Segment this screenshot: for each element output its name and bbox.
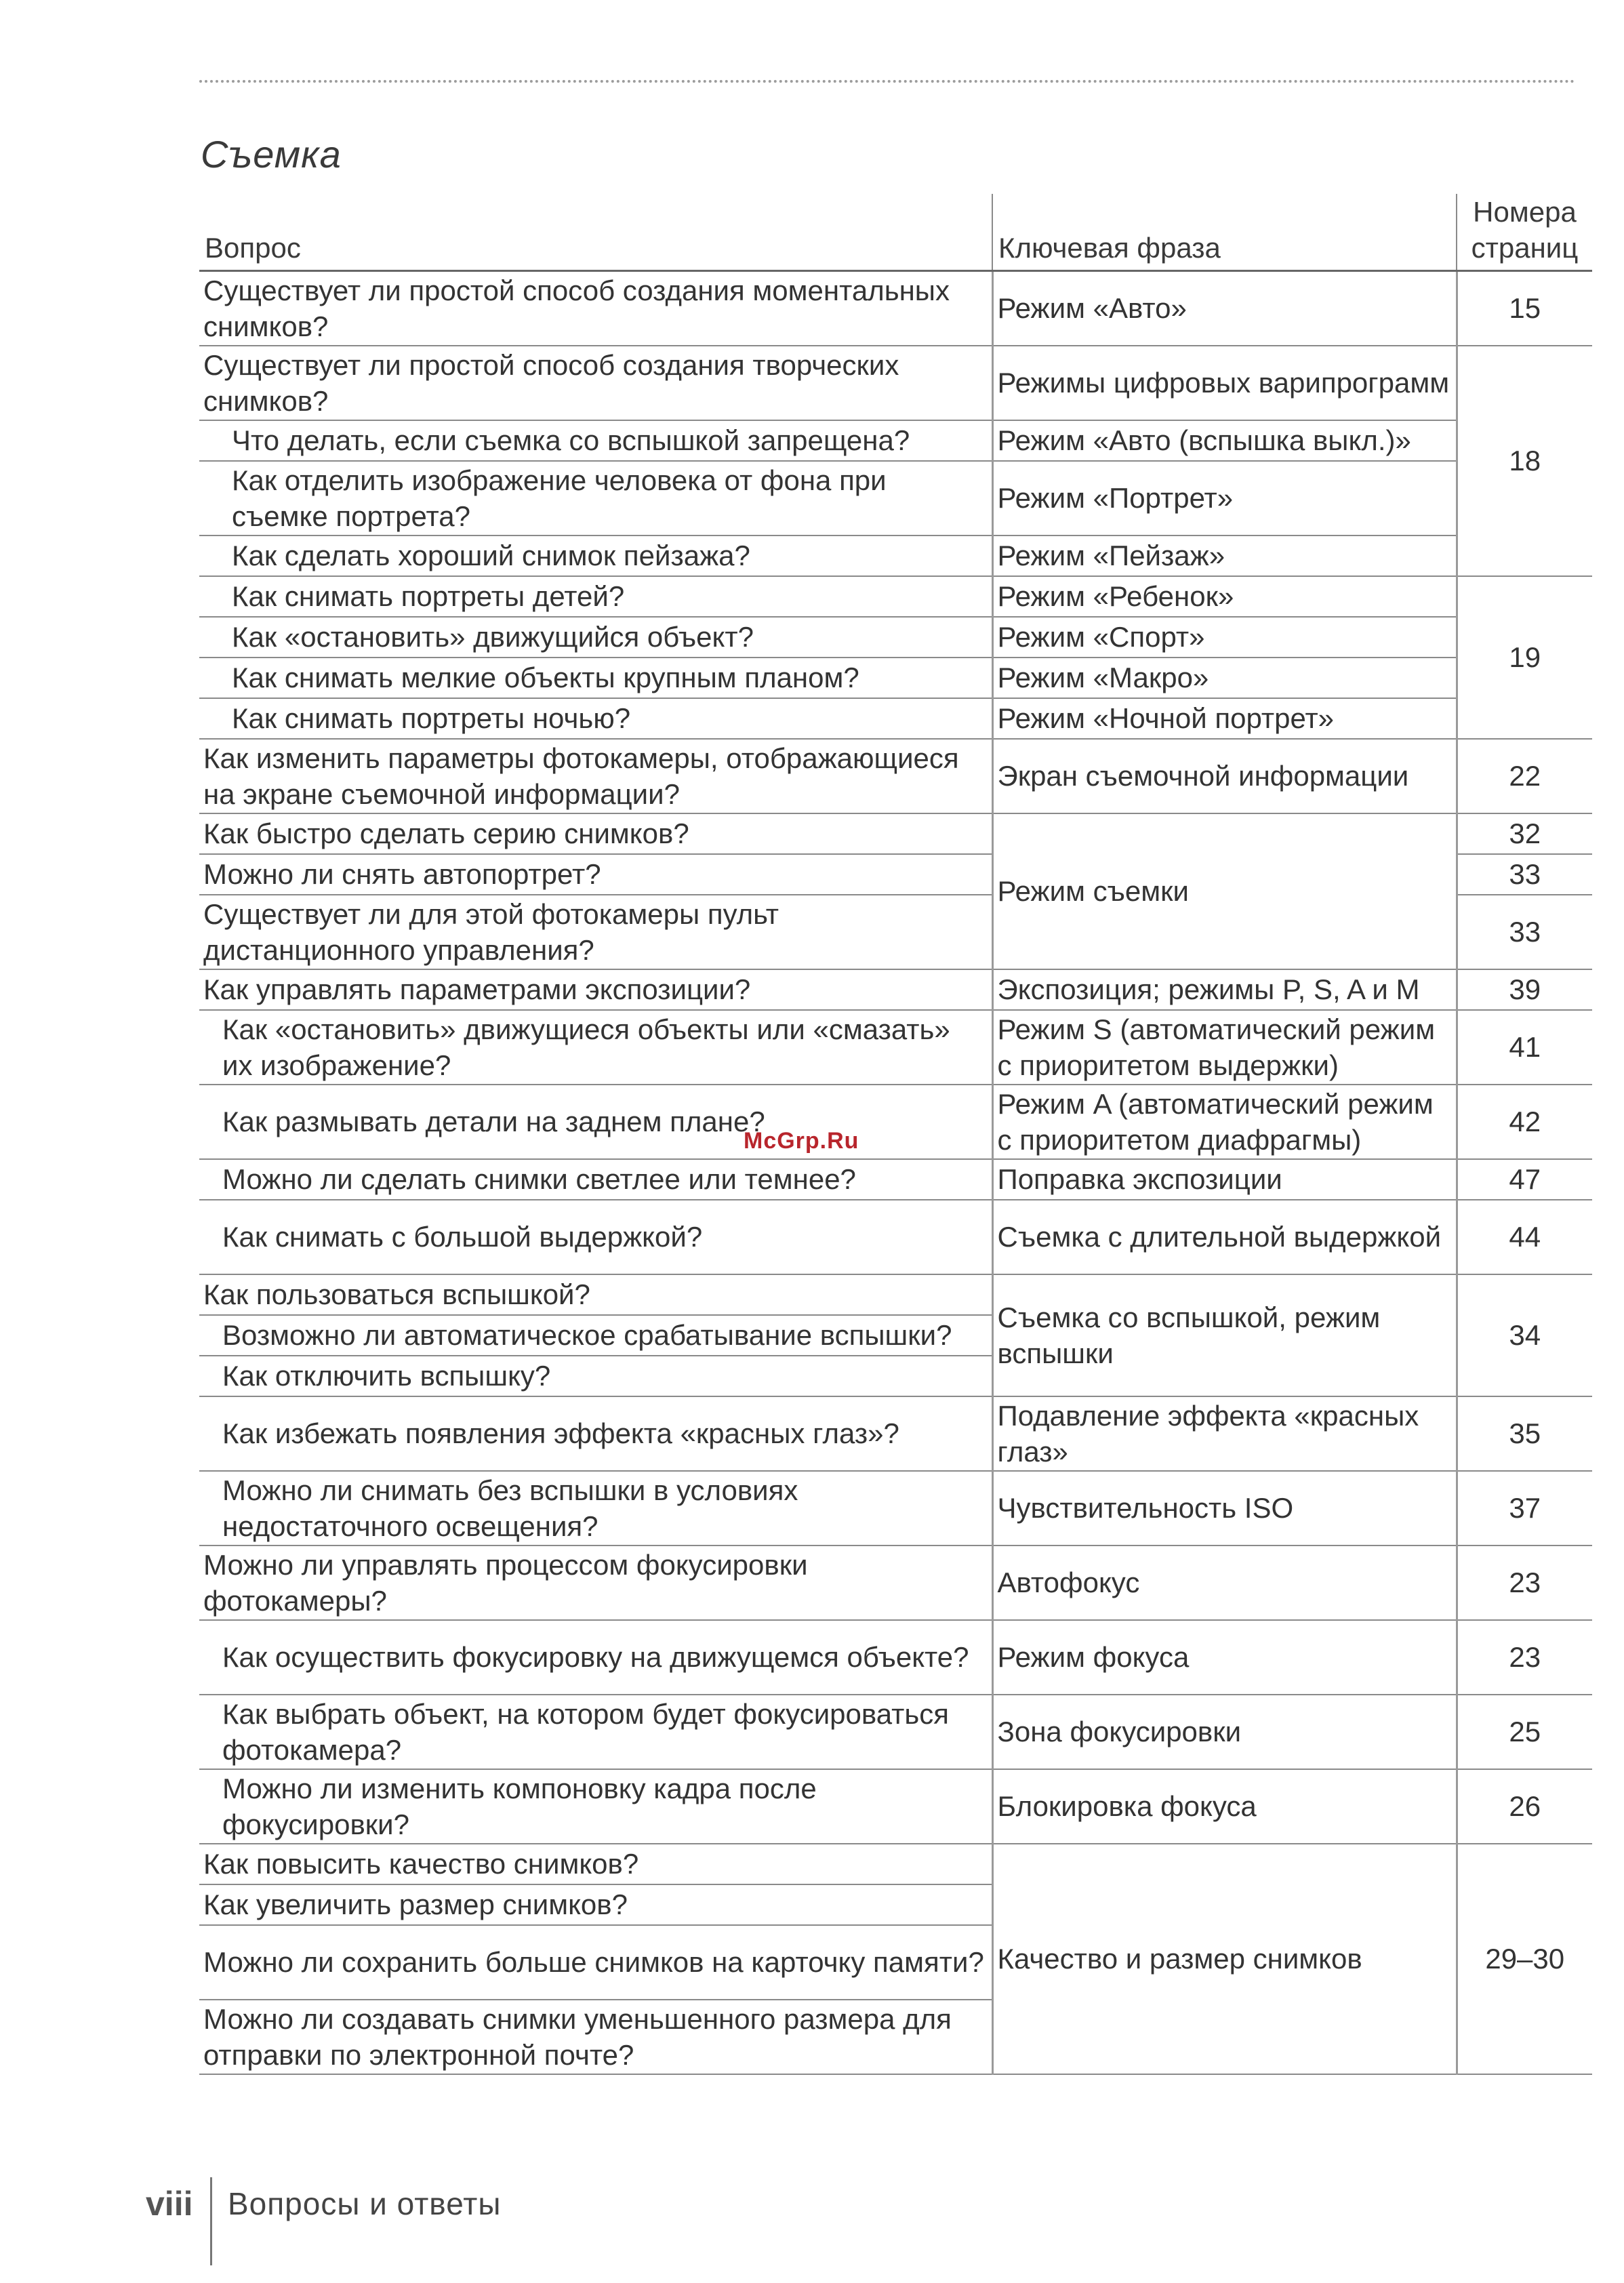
page-cell: 47 bbox=[1457, 1159, 1592, 1200]
keyword-cell: Экран съемочной информации bbox=[992, 739, 1457, 813]
table-row bbox=[199, 536, 1592, 576]
table-row bbox=[199, 1159, 1592, 1200]
qa-table bbox=[199, 194, 1592, 2075]
keyword-cell: Режим «Ребенок» bbox=[992, 576, 1457, 617]
table-row bbox=[199, 698, 1592, 739]
question-cell: Можно ли сохранить больше снимков на карточку памяти? bbox=[199, 1925, 992, 2000]
keyword-cell: Поправка экспозиции bbox=[992, 1159, 1457, 1200]
question-cell: Существует ли для этой фотокамеры пульт дистанционного управления? bbox=[199, 895, 992, 969]
keyword-cell: Режим «Авто (вспышка выкл.)» bbox=[992, 420, 1457, 461]
top-dotted-rule bbox=[199, 80, 1575, 83]
keyword-cell: Съемка со вспышкой, режим вспышки bbox=[992, 1274, 1457, 1396]
keyword-cell: Режим «Авто» bbox=[992, 271, 1457, 346]
question-cell: Как размывать детали на заднем плане? bbox=[199, 1085, 992, 1159]
question-cell: Как снимать мелкие объекты крупным планом? bbox=[199, 658, 992, 698]
keyword-cell: Режим «Спорт» bbox=[992, 617, 1457, 658]
question-cell: Как снимать с большой выдержкой? bbox=[199, 1200, 992, 1274]
page-cell: 29–30 bbox=[1457, 1844, 1592, 2074]
keyword-cell: Режим «Пейзаж» bbox=[992, 536, 1457, 576]
page-cell: 19 bbox=[1457, 576, 1592, 739]
keyword-cell: Блокировка фокуса bbox=[992, 1769, 1457, 1844]
page-cell: 23 bbox=[1457, 1620, 1592, 1695]
keyword-cell: Режим S (автоматический режим с приоритетом выдержки) bbox=[992, 1010, 1457, 1085]
table-row bbox=[199, 1200, 1592, 1274]
header-keyword: Ключевая фраза bbox=[992, 194, 1457, 271]
question-cell: Как повысить качество снимков? bbox=[199, 1844, 992, 1884]
page-cell: 22 bbox=[1457, 739, 1592, 813]
page-cell: 18 bbox=[1457, 346, 1592, 576]
table-row bbox=[199, 1695, 1592, 1769]
header-pages: Номера страниц bbox=[1457, 194, 1592, 271]
table-row bbox=[199, 1620, 1592, 1695]
page-cell: 41 bbox=[1457, 1010, 1592, 1085]
page-cell: 35 bbox=[1457, 1396, 1592, 1471]
question-cell: Как изменить параметры фотокамеры, отображающиеся на экране съемочной информации? bbox=[199, 739, 992, 813]
table-row bbox=[199, 1085, 1592, 1159]
keyword-cell: Чувствительность ISO bbox=[992, 1471, 1457, 1545]
page-cell: 34 bbox=[1457, 1274, 1592, 1396]
table-row bbox=[199, 969, 1592, 1010]
keyword-cell: Режим «Ночной портрет» bbox=[992, 698, 1457, 739]
question-cell: Как снимать портреты ночью? bbox=[199, 698, 992, 739]
footer-section-label: Вопросы и ответы bbox=[228, 2186, 502, 2221]
question-cell: Как быстро сделать серию снимков? bbox=[199, 813, 992, 854]
keyword-cell: Режим «Портрет» bbox=[992, 461, 1457, 536]
table-row bbox=[199, 1545, 1592, 1620]
page-cell: 15 bbox=[1457, 271, 1592, 346]
page-cell: 39 bbox=[1457, 969, 1592, 1010]
table-row bbox=[199, 576, 1592, 617]
question-cell: Как «остановить» движущийся объект? bbox=[199, 617, 992, 658]
question-cell: Возможно ли автоматическое срабатывание вспышки? bbox=[199, 1315, 992, 1356]
page-cell: 26 bbox=[1457, 1769, 1592, 1844]
question-cell: Как увеличить размер снимков? bbox=[199, 1884, 992, 1925]
page-cell: 37 bbox=[1457, 1471, 1592, 1545]
keyword-cell: Зона фокусировки bbox=[992, 1695, 1457, 1769]
keyword-cell: Автофокус bbox=[992, 1545, 1457, 1620]
page-cell: 25 bbox=[1457, 1695, 1592, 1769]
keyword-cell: Качество и размер снимков bbox=[992, 1844, 1457, 2074]
question-cell: Как сделать хороший снимок пейзажа? bbox=[199, 536, 992, 576]
question-cell: Можно ли снять автопортрет? bbox=[199, 854, 992, 895]
table-row bbox=[199, 461, 1592, 536]
question-cell: Можно ли изменить компоновку кадра после фокусировки? bbox=[199, 1769, 992, 1844]
table-row bbox=[199, 1844, 1592, 1884]
question-cell: Как осуществить фокусировку на движущемся объекте? bbox=[199, 1620, 992, 1695]
question-cell: Как отделить изображение человека от фона при съемке портрета? bbox=[199, 461, 992, 536]
question-cell: Как снимать портреты детей? bbox=[199, 576, 992, 617]
footer-page-number: viii bbox=[146, 2185, 193, 2223]
keyword-cell: Экспозиция; режимы P, S, A и M bbox=[992, 969, 1457, 1010]
question-cell: Можно ли сделать снимки светлее или темнее? bbox=[199, 1159, 992, 1200]
question-cell: Как «остановить» движущиеся объекты или «смазать» их изображение? bbox=[199, 1010, 992, 1085]
footer-divider bbox=[210, 2177, 212, 2265]
section-title: Съемка bbox=[201, 133, 342, 176]
table-row bbox=[199, 813, 1592, 854]
page-cell: 44 bbox=[1457, 1200, 1592, 1274]
keyword-cell: Подавление эффекта «красных глаз» bbox=[992, 1396, 1457, 1471]
table-row bbox=[199, 1471, 1592, 1545]
page-cell: 32 bbox=[1457, 813, 1592, 854]
table-row bbox=[199, 271, 1592, 346]
keyword-cell: Режим фокуса bbox=[992, 1620, 1457, 1695]
question-cell: Можно ли снимать без вспышки в условиях недостаточного освещения? bbox=[199, 1471, 992, 1545]
question-cell: Существует ли простой способ создания моментальных снимков? bbox=[199, 271, 992, 346]
table-row bbox=[199, 617, 1592, 658]
table-row bbox=[199, 1010, 1592, 1085]
question-cell: Можно ли управлять процессом фокусировки фотокамеры? bbox=[199, 1545, 992, 1620]
question-cell: Что делать, если съемка со вспышкой запрещена? bbox=[199, 420, 992, 461]
keyword-cell: Режим «Макро» bbox=[992, 658, 1457, 698]
table-row bbox=[199, 658, 1592, 698]
keyword-cell: Съемка с длительной выдержкой bbox=[992, 1200, 1457, 1274]
table-header-row bbox=[199, 194, 1592, 271]
page-cell: 33 bbox=[1457, 854, 1592, 895]
table-row bbox=[199, 1769, 1592, 1844]
page-cell: 33 bbox=[1457, 895, 1592, 969]
keyword-cell: Режимы цифровых варипрограмм bbox=[992, 346, 1457, 420]
question-cell: Как выбрать объект, на котором будет фокусироваться фотокамера? bbox=[199, 1695, 992, 1769]
table-row bbox=[199, 1396, 1592, 1471]
table-row bbox=[199, 420, 1592, 461]
question-cell: Как избежать появления эффекта «красных глаз»? bbox=[199, 1396, 992, 1471]
table-row bbox=[199, 739, 1592, 813]
header-question: Вопрос bbox=[199, 194, 992, 271]
question-cell: Существует ли простой способ создания творческих снимков? bbox=[199, 346, 992, 420]
question-cell: Можно ли создавать снимки уменьшенного размера для отправки по электронной почте? bbox=[199, 2000, 992, 2074]
keyword-cell: Режим съемки bbox=[992, 813, 1457, 969]
page-cell: 23 bbox=[1457, 1545, 1592, 1620]
question-cell: Как пользоваться вспышкой? bbox=[199, 1274, 992, 1315]
watermark: McGrp.Ru bbox=[744, 1128, 859, 1154]
question-cell: Как отключить вспышку? bbox=[199, 1356, 992, 1396]
keyword-cell: Режим A (автоматический режим с приоритетом диафрагмы) bbox=[992, 1085, 1457, 1159]
table-row bbox=[199, 346, 1592, 420]
page-cell: 42 bbox=[1457, 1085, 1592, 1159]
question-cell: Как управлять параметрами экспозиции? bbox=[199, 969, 992, 1010]
table-row bbox=[199, 1274, 1592, 1315]
